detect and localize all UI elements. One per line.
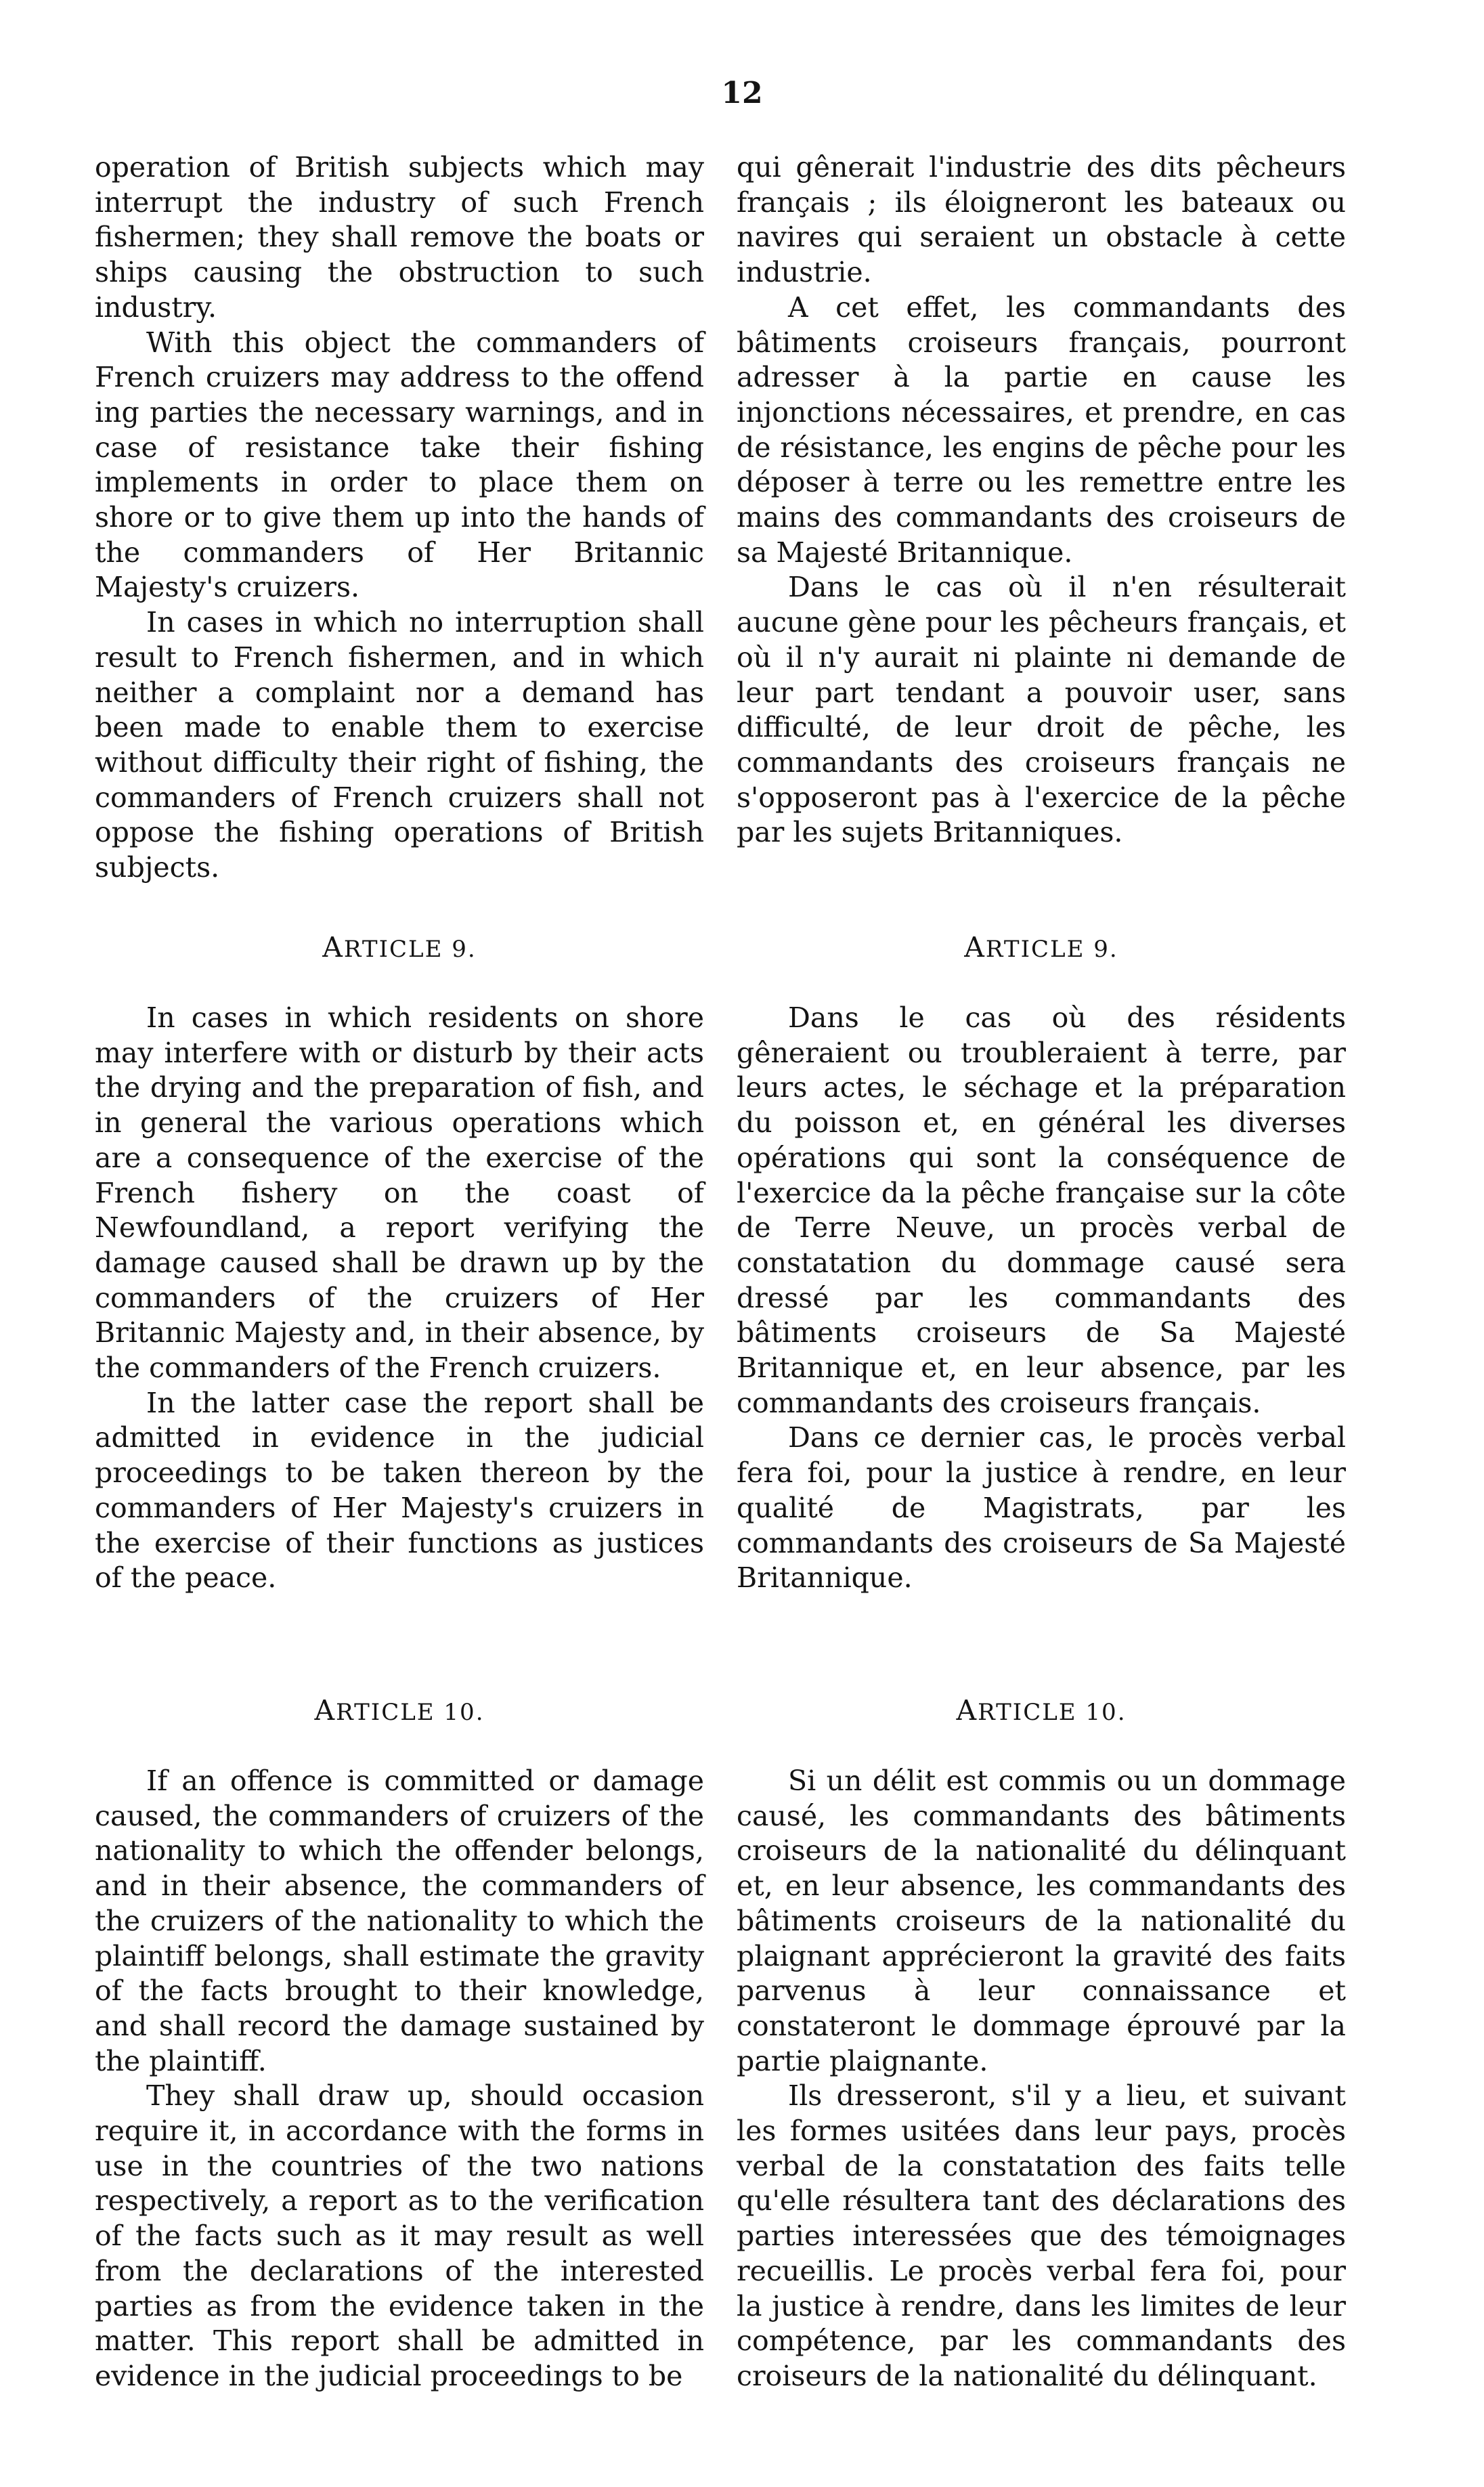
- article-9-heading-french: [737, 931, 1346, 964]
- paragraph: In the latter case the report shall be admitted in evidence in the judicial proceedings to be taken thereon by the commanders of Her Majesty's cruizers in the exercise of their functions as justices of the peace.: [95, 1386, 704, 1595]
- heading-initial: A: [322, 931, 344, 964]
- paragraph: operation of British subjects which may interrupt the industry of such French fishermen; they shall remove the boats or ships causing the obstruction to such industry.: [95, 151, 704, 324]
- paragraph: A cet effet, les commandants des bâtiments croiseurs français, pourront adresser à la partie en cause les injonctions nécessaires, et prendre, en cas de résistance, les engins de pêche pour les déposer à terre ou les remettre entre les mains des commandants des croiseurs de sa Majesté Britannique.: [737, 290, 1346, 569]
- paragraph: Dans le cas où il n'en résulterait aucune gène pour les pêcheurs français, et où il n'y aurait ni plainte ni demande de leur part tendant a pouvoir user, sans difficulté, de leur droit de pêche, les commandants des croiseurs français ne s'opposeront pas à l'exercice de la pêche par les sujets Britanniques.: [737, 571, 1346, 849]
- paragraph: Si un délit est commis ou un dommage causé, les commandants des bâtiments croiseurs de la nationalité du délinquant et, en leur absence, les commandants des bâtiments croiseurs de la nationalité du plaignant apprécieront la gravité des faits parvenus à leur connaissance et constateront le dommage éprouvé par la partie plaignante.: [737, 1765, 1346, 2077]
- page-number: 12: [721, 76, 763, 110]
- paragraph: With this object the commanders of French cruizers may address to the offend ing parties the necessary warnings, and in case of resistance take their fishing implements in order to place them on shore or to give them up into the hands of the commanders of Her Britannic Majesty's cruizers.: [95, 326, 704, 604]
- paragraph: Ils dresseront, s'il y a lieu, et suivant les formes usitées dans leur pays, procès verbal de la constatation des faits telle qu'elle résultera tant des déclarations des parties interessées que des témoignages recueillis. Le procès verbal fera foi, pour la justice à rendre, dans les limites de leur compétence, par les commandants des croiseurs de la nationalité du délinquant.: [737, 2079, 1346, 2392]
- paragraph: In cases in which no interruption shall result to French fishermen, and in which neither a complaint nor a demand has been made to enable them to exercise without difficulty their right of fishing, the commanders of French cruizers shall not oppose the fishing operations of British subjects.: [95, 606, 704, 884]
- english-article-10-body: [95, 1764, 704, 2394]
- paragraph: If an offence is committed or damage caused, the commanders of cruizers of the nationality to which the offender belongs, and in their absence, the commanders of the cruizers of the nationality to which the plaintiff belongs, shall estimate the gravity of the facts brought to their knowledge, and shall record the damage sustained by the plaintiff.: [95, 1765, 704, 2077]
- english-intro-block: [95, 150, 704, 886]
- article-10-heading-english: [95, 1694, 704, 1727]
- french-intro-block: [737, 150, 1346, 850]
- heading-initial: A: [964, 931, 986, 964]
- heading-initial: A: [314, 1694, 336, 1727]
- article-9-heading-english: [95, 931, 704, 964]
- english-article-9-body: [95, 1001, 704, 1596]
- paragraph: qui gênerait l'industrie des dits pêcheurs français ; ils éloigneront les bateaux ou navires qui seraient un obstacle à cette industrie.: [737, 151, 1346, 289]
- paragraph: Dans le cas où des résidents gêneraient ou troubleraient à terre, par leurs actes, le séchage et la préparation du poisson et, en général les diverses opérations qui sont la conséquence de l'exercice da la pêche française sur la côte de Terre Neuve, un procès verbal de constatation du dommage causé sera dressé par les commandants des bâtiments croiseurs de Sa Majesté Britannique et, en leur absence, par les commandants des croiseurs français.: [737, 1001, 1346, 1419]
- french-article-9-body: [737, 1001, 1346, 1596]
- paragraph: In cases in which residents on shore may interfere with or disturb by their acts the drying and the preparation of fish, and in general the various operations which are a consequence of the exercise of the French fishery on the coast of Newfoundland, a report verifying the damage caused shall be drawn up by the commanders of the cruizers of Her Britannic Majesty and, in their absence, by the commanders of the French cruizers.: [95, 1001, 704, 1385]
- heading-rest: RTICLE 10.: [336, 1699, 485, 1726]
- paragraph: They shall draw up, should occasion require it, in accordance with the forms in use in the countries of the two nations respectively, a report as to the verification of the facts such as it may result as well from the declarations of the interested parties as from the evidence taken in the matter. This report shall be admitted in evidence in the judicial proceedings to be: [95, 2079, 704, 2392]
- article-10-heading-french: [737, 1694, 1346, 1727]
- paragraph: Dans ce dernier cas, le procès verbal fera foi, pour la justice à rendre, en leur qualité de Magistrats, par les commandants des croiseurs de Sa Majesté Britannique.: [737, 1421, 1346, 1595]
- heading-initial: A: [956, 1694, 978, 1727]
- french-article-10-body: [737, 1764, 1346, 2394]
- heading-rest: RTICLE 10.: [978, 1699, 1127, 1726]
- heading-rest: RTICLE 9.: [343, 936, 477, 963]
- heading-rest: RTICLE 9.: [985, 936, 1118, 963]
